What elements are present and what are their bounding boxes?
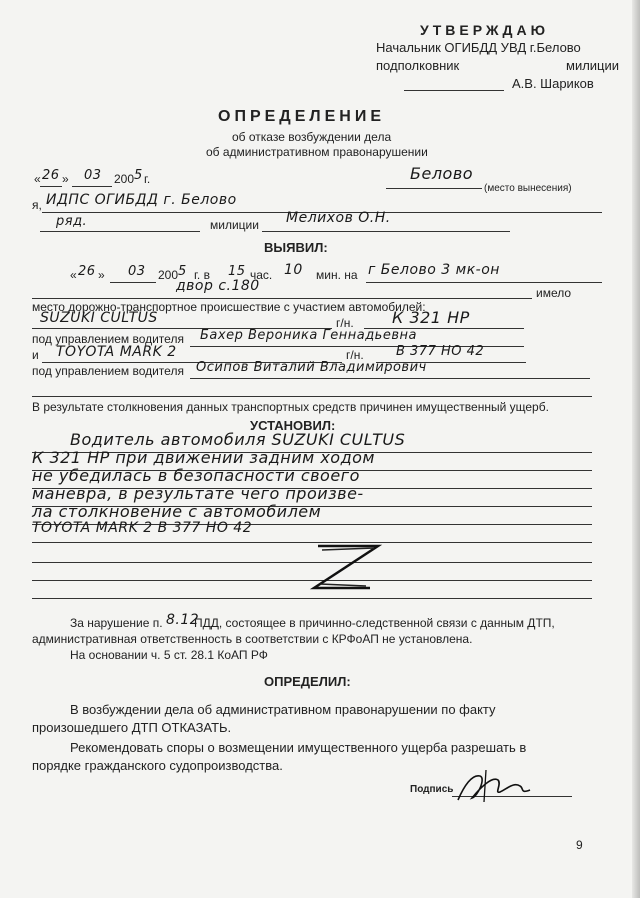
car1-model: SUZUKI CULTUS — [40, 310, 158, 326]
found-day: 26 — [78, 264, 96, 279]
found-imelo: имело — [536, 286, 572, 300]
approval-line1: Начальник ОГИБДД УВД г.Белово — [376, 40, 581, 55]
established-line-3: не убедилась в безопасности своего — [32, 466, 360, 485]
car1-plate: К 321 НР — [392, 308, 470, 327]
established-line-1: Водитель автомобиля SUZUKI CULTUS — [70, 430, 406, 449]
page-number: 9 — [576, 838, 583, 852]
signature-mark — [450, 766, 540, 806]
car1-gn-label: г/н. — [336, 316, 354, 330]
found-close-quote: » — [98, 268, 105, 282]
established-line-6: TOYOTA MARK 2 В 377 НО 42 — [32, 520, 253, 536]
ya-label: я, — [32, 198, 42, 212]
date-day: 26 — [42, 168, 60, 183]
approval-title: УТВЕРЖДАЮ — [420, 22, 550, 38]
and-label: и — [32, 348, 39, 362]
violation-text-b: ПДД, состоящее в причинно-следственной связи с данным ДТП, — [194, 616, 555, 630]
place-caption: (место вынесения) — [484, 183, 572, 194]
car2-plate: В 377 НО 42 — [396, 344, 485, 359]
officer-name: Мелихов О.Н. — [286, 210, 391, 226]
violation-line-3: На основании ч. 5 ст. 28.1 КоАП РФ — [70, 648, 268, 662]
violation-text-a: За нарушение п. — [70, 616, 163, 630]
place-value: Белово — [410, 164, 474, 183]
found-place-text: место дорожно-транспортное происшествие с участием автомобилей: — [32, 300, 426, 314]
approval-sign-line — [404, 90, 504, 91]
driver1-label: под управлением водителя — [32, 332, 184, 346]
violation-clause: 8.12 — [166, 612, 200, 628]
car2-gn-label: г/н. — [346, 348, 364, 362]
car2-model: TOYOTA MARK 2 — [56, 344, 177, 360]
officer-unit: ИДПС ОГИБДД г. Белово — [46, 192, 237, 208]
date-year-suffix: г. — [144, 172, 151, 186]
driver1-name: Бахер Вероника Геннадьевна — [200, 328, 417, 343]
found-address-2: двор с.180 — [176, 278, 260, 294]
found-minute: 10 — [284, 262, 303, 278]
found-minute-label: мин. на — [316, 268, 358, 282]
driver2-name: Осипов Виталий Владимирович — [196, 360, 427, 375]
found-year-hand: 5 — [178, 264, 187, 279]
decided-p2-line1: Рекомендовать споры о возмещении имущественного ущерба разрешать в — [70, 740, 527, 755]
found-year-prefix: 200 — [158, 268, 179, 282]
date-year-hand: 5 — [134, 168, 143, 183]
page-subtitle-2: об административном правонарушении — [206, 145, 428, 159]
section-established-title: УСТАНОВИЛ: — [250, 418, 336, 433]
found-address: г Белово 3 мк-он — [368, 262, 500, 278]
date-month: 03 — [84, 168, 102, 183]
section-decided-title: ОПРЕДЕЛИЛ: — [264, 674, 351, 689]
approval-line2-right: милиции — [566, 58, 620, 73]
decided-p1-line1: В возбуждении дела об административном правонарушении по факту — [70, 702, 496, 717]
approval-signer: А.В. Шариков — [512, 76, 594, 91]
established-line-4: маневра, в результате чего произве- — [32, 484, 364, 503]
decided-p1-line2: произошедшего ДТП ОТКАЗАТЬ. — [32, 720, 232, 735]
officer-rank: ряд. — [56, 214, 88, 229]
date-year-prefix: 200 — [114, 172, 135, 186]
sign-label: Подпись — [410, 784, 454, 795]
approval-line2-left: подполковник — [376, 58, 460, 73]
found-g-label: г. в — [194, 268, 210, 282]
established-line-5: ла столкновение с автомобилем — [32, 502, 322, 521]
section-found-title: ВЫЯВИЛ: — [264, 240, 328, 255]
decided-p2-line2: порядке гражданского судопроизводства. — [32, 758, 283, 773]
found-hour-label: час. — [250, 268, 273, 282]
date-close-quote: » — [62, 172, 69, 186]
page-title: ОПРЕДЕЛЕНИЕ — [218, 108, 385, 125]
found-hour: 15 — [228, 264, 246, 279]
driver2-label: под управлением водителя — [32, 364, 184, 378]
date-open-quote: « — [34, 172, 41, 186]
established-line-2: К 321 НР при движении задним ходом — [32, 448, 375, 467]
found-month: 03 — [128, 264, 146, 279]
militia-label: милиции — [210, 218, 259, 232]
found-open-quote: « — [70, 268, 77, 282]
found-result-text: В результате столкновения данных транспортных средств причинен имущественный ущерб. — [32, 400, 549, 414]
strikethrough-mark — [300, 538, 390, 598]
violation-line-2: административная ответственность в соответствии с КРФоАП не установлена. — [32, 632, 473, 646]
page-subtitle-1: об отказе возбуждении дела — [232, 130, 392, 144]
scan-edge — [632, 0, 640, 898]
